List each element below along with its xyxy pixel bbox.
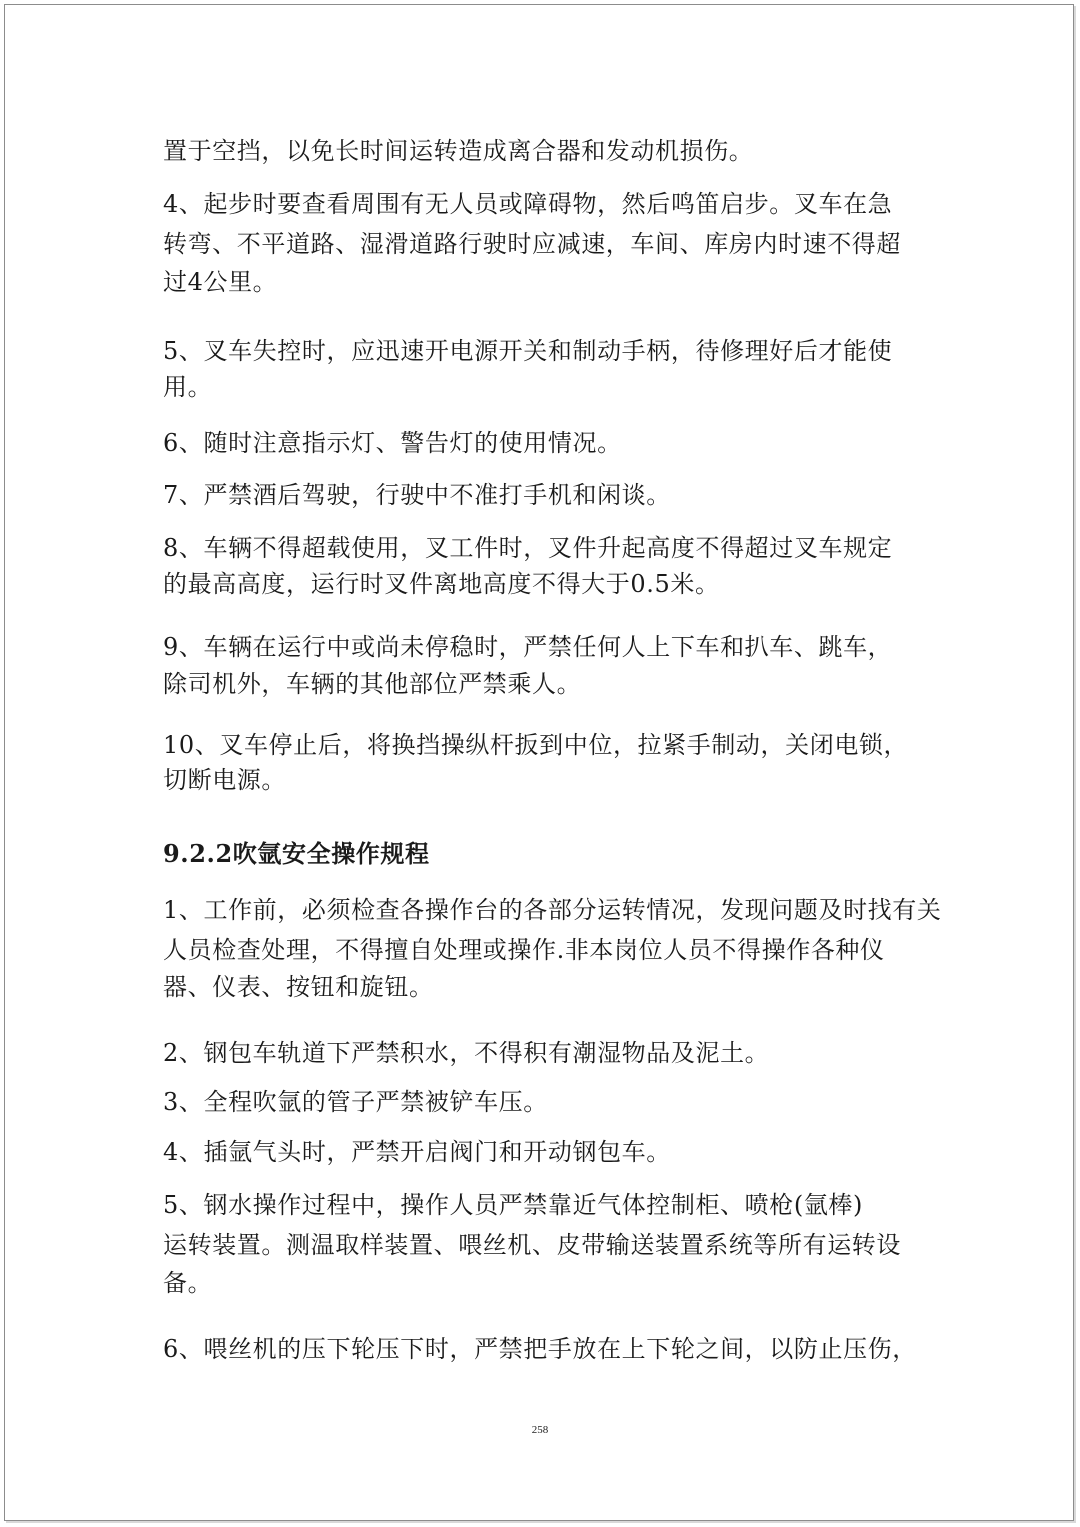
text-line: 5、叉车失控时，应迅速开电源开关和制动手柄，待修理好后才能使 [163,337,893,365]
text-line: 4、插氩气头时，严禁开启阀门和开动钢包车。 [163,1138,671,1166]
text-line: 人员检查处理，不得擅自处理或操作.非本岗位人员不得操作各种仪 [163,936,885,964]
text-line: 9、车辆在运行中或尚未停稳时，严禁任何人上下车和扒车、跳车， [163,633,893,661]
text-line: 8、车辆不得超载使用，叉工件时，叉件升起高度不得超过叉车规定 [163,534,893,562]
text-line: 运转装置。测温取样装置、喂丝机、皮带输送装置系统等所有运转设 [163,1231,901,1259]
text-line: 用。 [163,373,213,401]
text-line: 2、钢包车轨道下严禁积水，不得积有潮湿物品及泥土。 [163,1039,770,1067]
text-line: 1、工作前，必须检查各操作台的各部分运转情况，发现问题及时找有关 [163,896,942,924]
text-line: 过4公里。 [163,268,278,296]
text-line: 备。 [163,1269,213,1297]
text-line: 器、仪表、按钮和旋钮。 [163,973,434,1001]
text-line: 除司机外，车辆的其他部位严禁乘人。 [163,670,582,698]
text-line: 6、随时注意指示灯、警告灯的使用情况。 [163,429,622,457]
text-line: 的最高高度，运行时叉件离地高度不得大于0.5米。 [163,570,720,598]
text-line: 4、起步时要查看周围有无人员或障碍物，然后鸣笛启步。叉车在急 [163,190,893,218]
text-line: 10、叉车停止后，将换挡操纵杆扳到中位，拉紧手制动，关闭电锁， [163,731,909,759]
text-line: 6、喂丝机的压下轮压下时，严禁把手放在上下轮之间，以防止压伤， [163,1335,917,1363]
page-number: 258 [531,1424,549,1436]
text-line: 转弯、不平道路、湿滑道路行驶时应减速，车间、库房内时速不得超 [163,230,901,258]
text-line: 切断电源。 [163,766,286,794]
text-line: 7、严禁酒后驾驶，行驶中不准打手机和闲谈。 [163,481,671,509]
text-line: 5、钢水操作过程中，操作人员严禁靠近气体控制柜、喷枪(氩棒) [163,1191,863,1219]
text-line: 3、全程吹氩的管子严禁被铲车压。 [163,1088,548,1116]
section-heading: 9.2.2吹氩安全操作规程 [163,839,430,868]
text-line: 置于空挡，以免长时间运转造成离合器和发动机损伤。 [163,137,754,165]
